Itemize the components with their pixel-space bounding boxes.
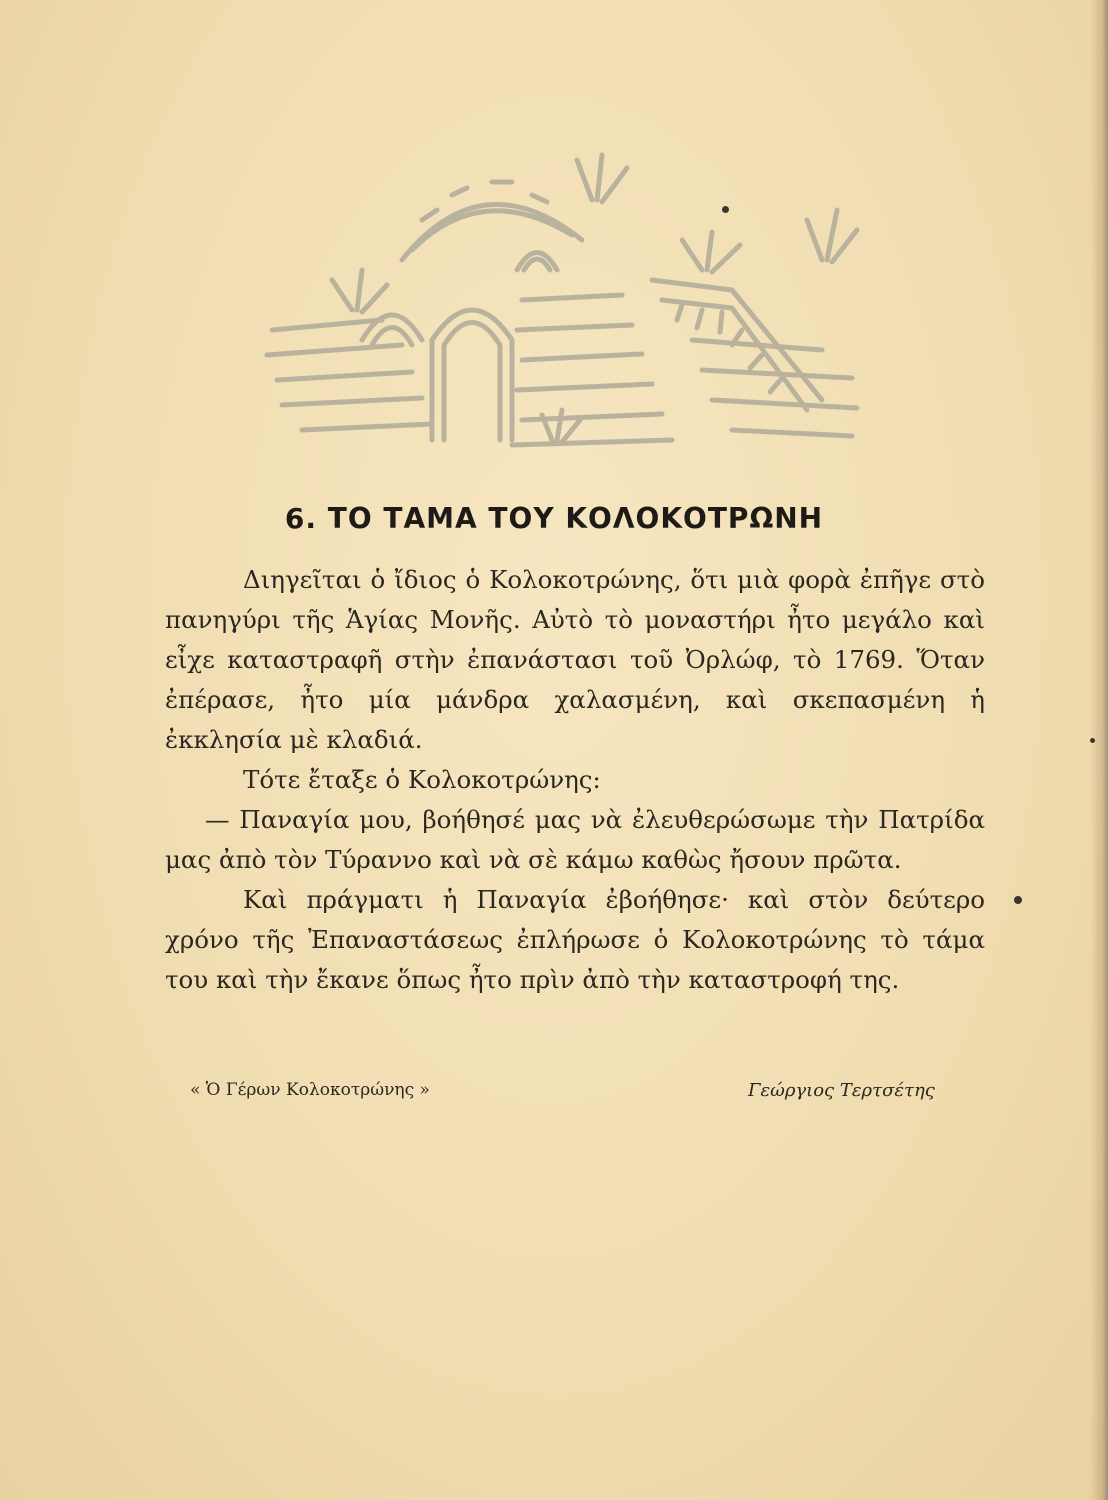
page-edge-shadow	[1090, 0, 1108, 1500]
ruined-monastery-illustration-icon	[262, 140, 862, 460]
paper-speck	[1014, 896, 1022, 904]
paragraph-vow-intro: Τότε ἔταξε ὁ Κολοκοτρώνης:	[243, 765, 601, 794]
author-name: Γεώργιος Τερτσέτης	[748, 1080, 935, 1101]
story-text	[165, 560, 985, 1000]
paragraph-narration: Διηγεῖται ὁ ἴδιος ὁ Κολοκοτρώνης, ὅτι μιὰ φορὰ ἐπῆγε στὸ πανηγύρι τῆς Ἁγίας Μονῆς. Αὐτὸ τὸ μοναστήρι ἦτο μεγάλο καὶ εἶχε καταστραφῆ στὴν ἐπανάστασι τοῦ Ὀρλώφ, τὸ 1769. Ὅταν ἐπέρασε, ἦτο μία μάνδρα χαλασμένη, καὶ σκεπασμένη ἡ ἐκκλησία μὲ κλαδιά.	[165, 565, 985, 754]
chapter-title: 6. ΤΟ ΤΑΜΑ ΤΟΥ ΚΟΛΟΚΟΤΡΩΝΗ	[284, 502, 824, 535]
paper-speck	[722, 206, 729, 213]
source-citation: « Ὁ Γέρων Κολοκοτρώνης »	[190, 1080, 430, 1100]
paragraph-prayer: — Παναγία μου, βοήθησέ μας νὰ ἐλευθερώσωμε τὴν Πατρίδα μας ἀπὸ τὸν Τύραννο καὶ νὰ σὲ κάμω καθὼς ἤσουν πρῶτα.	[165, 805, 985, 874]
paragraph-conclusion: Καὶ πράγματι ἡ Παναγία ἐβοήθησε· καὶ στὸν δεύτερο χρόνο τῆς Ἐπαναστάσεως ἐπλήρωσε ὁ Κολοκοτρώνης τὸ τάμα του καὶ τὴν ἔκανε ὅπως ἦτο πρὶν ἀπὸ τὴν καταστροφή της.	[165, 885, 985, 994]
paper-speck	[1090, 738, 1095, 743]
